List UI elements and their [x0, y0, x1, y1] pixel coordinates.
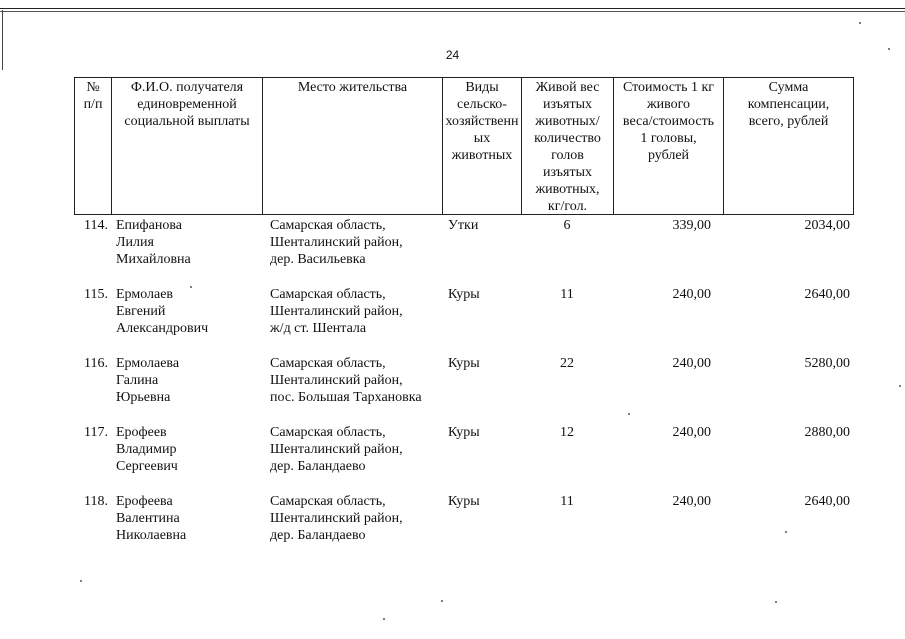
scan-speck	[80, 580, 82, 582]
recipient-name-line: Ермолаева	[116, 356, 180, 371]
unit-price: 240,00	[672, 494, 711, 509]
animal-type: Куры	[448, 494, 480, 509]
header-cell	[75, 78, 112, 214]
header-cell-line: изъятых	[543, 97, 592, 112]
header-cell	[112, 78, 263, 214]
header-cell-line: компенсации,	[747, 97, 830, 112]
table-row	[74, 493, 854, 562]
residence-address-line: Шенталинский район,	[270, 304, 403, 319]
header-cell-line: Место жительства	[297, 80, 408, 95]
recipient-name	[111, 424, 262, 493]
residence-address-line: дер. Васильевка	[270, 252, 366, 267]
unit-price: 240,00	[672, 287, 711, 302]
residence-address-line: дер. Баландаево	[270, 459, 366, 474]
animal-type: Куры	[448, 287, 480, 302]
compensation-sum: 5280,00	[804, 356, 850, 371]
residence-address-line: Самарская область,	[270, 425, 386, 440]
header-cell	[724, 78, 853, 214]
residence-address-line: Самарская область,	[270, 218, 386, 233]
row-number: 116.	[84, 356, 108, 371]
residence-address-line: дер. Баландаево	[270, 528, 366, 543]
header-cell-line: кг/гол.	[547, 199, 588, 214]
header-cell-line: 1 головы,	[640, 131, 697, 146]
recipient-name	[111, 217, 262, 286]
table-row	[74, 286, 854, 355]
recipient-name-line: Александрович	[116, 321, 209, 336]
animal-quantity: 12	[560, 425, 574, 440]
recipient-name-line: Евгений	[116, 304, 166, 319]
table-row	[74, 355, 854, 424]
unit-price: 240,00	[672, 356, 711, 371]
animal-quantity: 11	[560, 494, 574, 509]
scan-speck	[628, 413, 630, 415]
recipient-name-line: Епифанова	[116, 218, 182, 233]
recipient-name-line: Валентина	[116, 511, 180, 526]
header-cell-line: Виды	[465, 80, 499, 95]
residence-address-line: Самарская область,	[270, 494, 386, 509]
table-row	[74, 217, 854, 286]
row-number: 118.	[84, 494, 108, 509]
recipient-name	[111, 355, 262, 424]
scan-speck	[190, 286, 192, 288]
unit-price: 240,00	[672, 425, 711, 440]
recipient-name-line: Галина	[116, 373, 159, 388]
page-top-rule-secondary	[0, 11, 905, 12]
residence-address	[262, 217, 442, 286]
header-cell-line: ых	[473, 131, 491, 146]
header-cell-line: Стоимость 1 кг	[622, 80, 715, 95]
header-cell-line: №	[86, 80, 100, 95]
compensation-sum: 2880,00	[804, 425, 850, 440]
header-cell-line: животных	[451, 148, 513, 163]
recipient-name-line: Николаевна	[116, 528, 187, 543]
recipient-name-line: Ерофеев	[116, 425, 167, 440]
scan-speck	[775, 601, 777, 603]
header-cell-line: веса/стоимость	[622, 114, 715, 129]
header-cell-line: голов	[551, 148, 584, 163]
header-cell-line: единовременной	[137, 97, 237, 112]
residence-address-line: ж/д ст. Шентала	[270, 321, 367, 336]
residence-address-line: Шенталинский район,	[270, 442, 403, 457]
animal-type: Куры	[448, 356, 480, 371]
header-cell-line: живого	[646, 97, 691, 112]
recipient-name-line: Юрьевна	[116, 390, 171, 405]
header-cell-line: количество	[534, 131, 601, 146]
header-cell-line: Сумма	[768, 80, 809, 95]
compensation-sum: 2640,00	[804, 287, 850, 302]
animal-type: Утки	[448, 218, 479, 233]
row-number: 114.	[84, 218, 108, 233]
scan-speck	[785, 531, 787, 533]
scan-speck	[888, 48, 890, 50]
row-number: 117.	[84, 425, 108, 440]
residence-address-line: Самарская область,	[270, 356, 386, 371]
recipient-name-line: Лилия	[116, 235, 154, 250]
scan-speck	[859, 22, 861, 24]
page-number: 24	[445, 48, 460, 62]
header-cell-line: животных,	[535, 182, 600, 197]
scan-speck	[383, 618, 385, 620]
recipient-name-line: Ерофеева	[116, 494, 173, 509]
recipient-name-line: Ермолаев	[116, 287, 174, 302]
header-cell-line: Ф.И.О. получателя	[130, 80, 244, 95]
header-cell-line: изъятых	[543, 165, 592, 180]
animal-quantity: 22	[560, 356, 574, 371]
header-cell	[263, 78, 443, 214]
residence-address-line: Шенталинский район,	[270, 235, 403, 250]
table-body	[74, 217, 854, 562]
page-top-rule	[0, 8, 905, 9]
animal-quantity: 11	[560, 287, 574, 302]
residence-address-line: пос. Большая Тархановка	[270, 390, 422, 405]
recipient-name-line: Сергеевич	[116, 459, 178, 474]
residence-address	[262, 286, 442, 355]
row-number: 115.	[84, 287, 108, 302]
header-cell-line: Живой вес	[535, 80, 600, 95]
header-cell-line: п/п	[83, 97, 103, 112]
compensation-sum: 2034,00	[804, 218, 850, 233]
table-row	[74, 424, 854, 493]
animal-type: Куры	[448, 425, 480, 440]
recipient-name	[111, 493, 262, 562]
header-cell-line: сельско-	[457, 97, 507, 112]
recipient-name-line: Владимир	[116, 442, 177, 457]
residence-address	[262, 493, 442, 562]
header-cell	[522, 78, 614, 214]
residence-address	[262, 355, 442, 424]
residence-address-line: Шенталинский район,	[270, 511, 403, 526]
header-cell-line: хозяйственн	[445, 114, 519, 129]
header-cell-line: рублей	[647, 148, 690, 163]
scan-speck	[441, 600, 443, 602]
header-cell-line: социальной выплаты	[124, 114, 250, 129]
header-cell	[443, 78, 522, 214]
recipient-name	[111, 286, 262, 355]
residence-address	[262, 424, 442, 493]
table-header	[74, 77, 854, 215]
unit-price: 339,00	[672, 218, 711, 233]
residence-address-line: Самарская область,	[270, 287, 386, 302]
animal-quantity: 6	[563, 218, 571, 233]
scan-speck	[899, 385, 901, 387]
residence-address-line: Шенталинский район,	[270, 373, 403, 388]
compensation-sum: 2640,00	[804, 494, 850, 509]
header-cell	[614, 78, 724, 214]
recipient-name-line: Михайловна	[116, 252, 191, 267]
header-cell-line: животных/	[535, 114, 600, 129]
header-cell-line: всего, рублей	[748, 114, 829, 129]
